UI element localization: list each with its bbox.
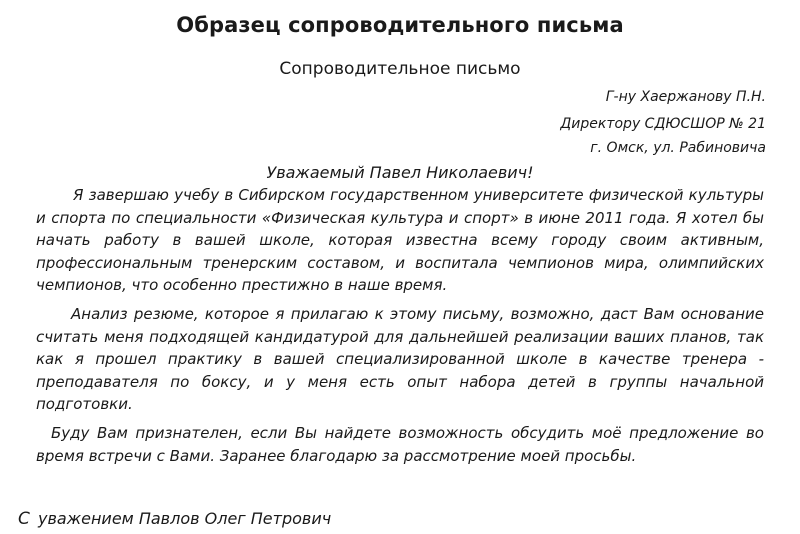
greeting: Уважаемый Павел Николаевич!: [266, 163, 534, 182]
closing-prefix: С: [18, 509, 30, 529]
addressee-name: Г-ну Хаержанову П.Н.: [605, 89, 766, 105]
letter-subtitle: Сопроводительное письмо: [279, 59, 521, 79]
page-title: Образец сопроводительного письма: [176, 13, 624, 37]
letter-body: [36, 184, 764, 467]
paragraph-3: Буду Вам признателен, если Вы найдете возможность обсудить моё предложение во время встречи с Вами. Заранее благодарю за рассмотрение моей просьбы.: [36, 423, 764, 465]
closing-signature: [18, 509, 331, 529]
paragraph-2: Анализ резюме, которое я прилагаю к этому письму, возможно, даст Вам основание считать меня подходящей кандидатурой для дальнейшей реализации ваших планов, так как я прошел практику в вашей специализированной школе в качестве тренера - преподавателя по боксу, и у меня есть опыт набора детей в группы начальной подготовки.: [36, 304, 764, 414]
addressee-position: Директору СДЮСШОР № 21: [560, 116, 766, 132]
closing-text: уважением Павлов Олег Петрович: [38, 509, 332, 528]
paragraph-1: Я завершаю учебу в Сибирском государственном университете физической культуры и спорта по специальности «Физическая культура и спорт» в июне 2011 года. Я хотел бы начать работу в вашей школе, которая известна всему городу своим активным, профессиональным тренерским составом, и воспитала чемпионов мира, олимпийских чемпионов, что особенно престижно в наше время.: [36, 186, 764, 295]
addressee-address: г. Омск, ул. Рабиновича: [590, 140, 766, 156]
